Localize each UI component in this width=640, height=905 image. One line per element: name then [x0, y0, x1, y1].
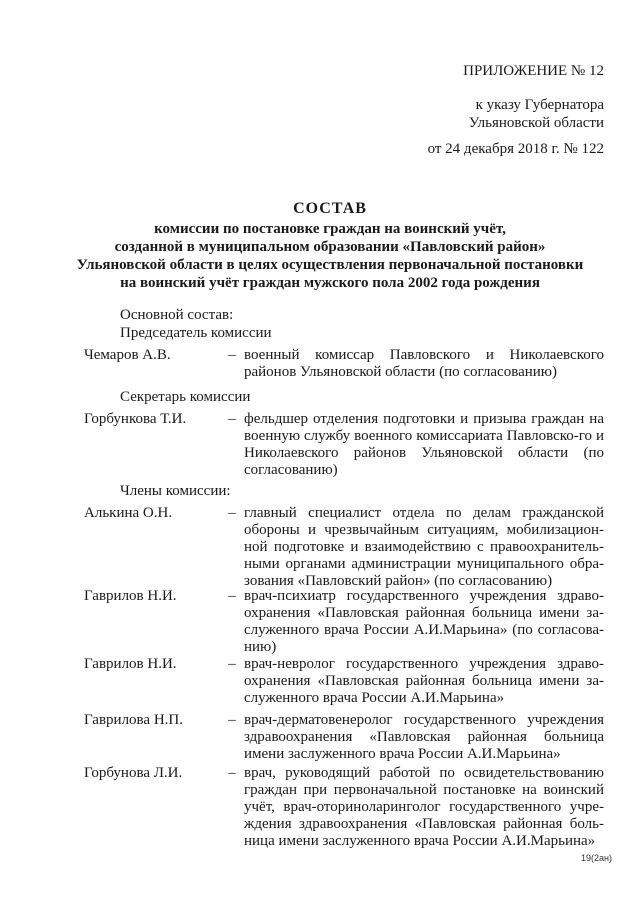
dash: –	[228, 411, 236, 427]
member-row	[84, 505, 604, 591]
member-description: врач, руководящий работой по освидетельствованию граждан при первоначальной постановке на воинский учёт, врач-оториноларинголог государственного учре-ждения здравоохранения «Павловская районная боль-ница имени заслуженного врача России А.И.Марьина»	[244, 765, 604, 849]
member-row	[84, 347, 604, 383]
appendix-date: от 24 декабря 2018 г. № 122	[427, 141, 604, 157]
dash: –	[228, 505, 236, 521]
title-line: Ульяновской области в целях осуществления первоначальной постановки	[76, 257, 584, 273]
appendix-decree-ref: к указу Губернатора	[475, 97, 604, 113]
title-line: созданной в муниципальном образовании «Павловский район»	[114, 239, 546, 255]
document-title	[40, 200, 620, 292]
member-name: Гаврилов Н.И.	[84, 656, 177, 672]
section-main-composition: Основной состав:	[120, 307, 234, 323]
appendix-region: Ульяновской области	[468, 115, 604, 131]
dash: –	[228, 765, 236, 781]
member-name: Гаврилова Н.П.	[84, 712, 184, 728]
appendix-number: ПРИЛОЖЕНИЕ № 12	[463, 63, 604, 79]
title-line: на воинский учёт граждан мужского пола 2002 года рождения	[120, 275, 540, 291]
dash: –	[228, 588, 236, 604]
member-row	[84, 712, 604, 764]
member-name: Чемаров А.В.	[84, 347, 171, 363]
member-name: Гаврилов Н.И.	[84, 588, 177, 604]
document-code: 19(2ан)	[581, 853, 612, 863]
appendix-header	[304, 0, 604, 170]
member-row	[84, 411, 604, 481]
member-description: военный комиссар Павловского и Николаевского районов Ульяновской области (по согласованию)	[244, 347, 604, 380]
member-description: врач-дерматовенеролог государственного учреждения здравоохранения «Павловская районная больница имени заслуженного врача России А.И.Марьина»	[244, 712, 604, 762]
member-row	[84, 656, 604, 708]
member-description: главный специалист отдела по делам гражданской обороны и чрезвычайным ситуациям, мобилизацион-ной подготовке и взаимодействию с правоохранитель-ными органами администрации муниципального обра-зования «Павловский район» (по согласованию)	[244, 505, 604, 589]
member-name: Горбункова Т.И.	[84, 411, 187, 427]
section-secretary: Секретарь комиссии	[120, 389, 251, 405]
member-name: Горбунова Л.И.	[84, 765, 183, 781]
member-name: Алькина О.Н.	[84, 505, 173, 521]
title-main: СОСТАВ	[293, 200, 367, 217]
dash: –	[228, 347, 236, 363]
dash: –	[228, 712, 236, 728]
member-description: фельдшер отделения подготовки и призыва граждан на военную службу военного комиссариата Павловско-го и Николаевского районов Ульяновской области (по согласованию)	[244, 411, 604, 478]
dash: –	[228, 656, 236, 672]
member-row	[84, 588, 604, 656]
member-description: врач-невролог государственного учреждения здраво-охранения «Павловская районная больница имени за-служенного врача России А.И.Марьина»	[244, 656, 604, 706]
member-description: врач-психиатр государственного учреждения здраво-охранения «Павловская районная больница имени за-служенного врача России А.И.Марьина» (по согласова-нию)	[244, 588, 604, 655]
title-line: комиссии по постановке граждан на воинский учёт,	[154, 221, 506, 237]
section-chairman: Председатель комиссии	[120, 325, 272, 341]
member-row	[84, 765, 604, 851]
section-members: Члены комиссии:	[120, 483, 231, 499]
